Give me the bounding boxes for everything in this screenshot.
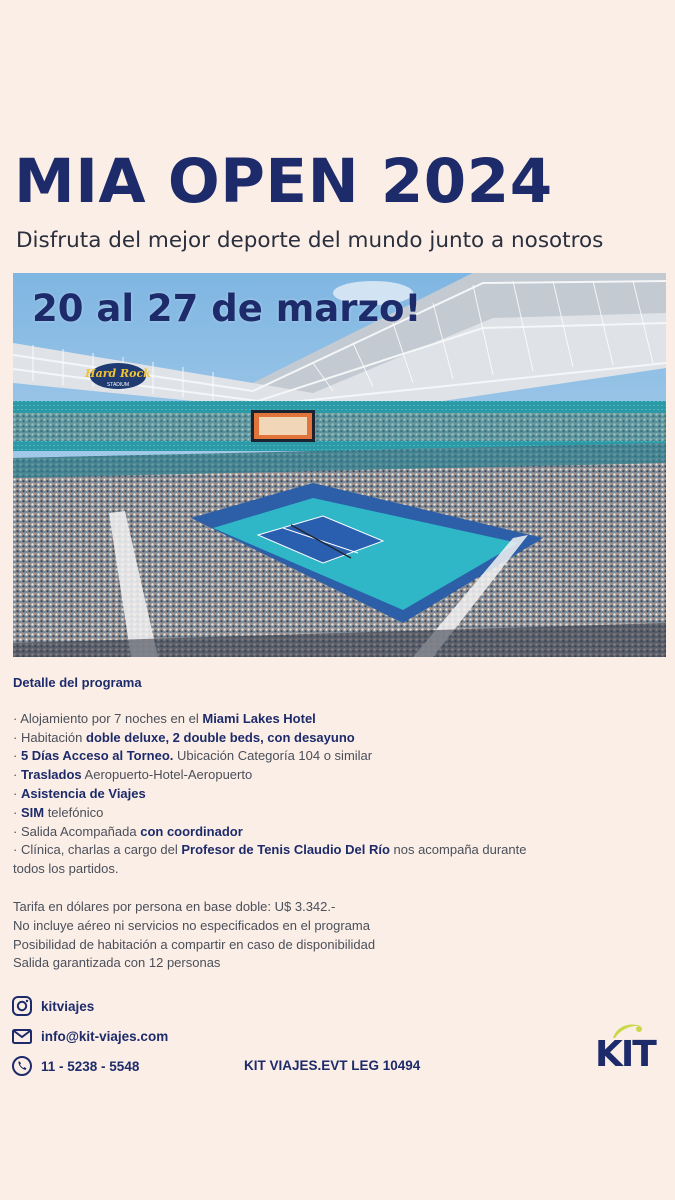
- program-item: [13, 766, 663, 785]
- program-heading: Detalle del programa: [13, 675, 142, 690]
- phone-contact[interactable]: [11, 1055, 139, 1077]
- instagram-contact[interactable]: [11, 995, 94, 1017]
- stadium-photo: [13, 273, 666, 657]
- program-item-highlight: 5 Días Acceso al Torneo.: [20, 748, 174, 764]
- program-item-highlight: con coordinador: [140, 823, 243, 839]
- bullet-icon: ·: [13, 748, 21, 764]
- program-item: [13, 747, 663, 766]
- note-price: Tarifa en dólares por persona en base doble: U$ 3.342.-: [13, 898, 336, 914]
- agency-license: KIT VIAJES.EVT LEG 10494: [244, 1058, 421, 1073]
- program-item-highlight: doble deluxe, 2 double beds, con desayuno: [86, 729, 355, 745]
- program-item: [13, 804, 663, 823]
- program-item-highlight: Asistencia de Viajes: [20, 785, 146, 801]
- program-item-text: Ubicación Categoría 104 o similar: [173, 748, 373, 764]
- email-address[interactable]: info@kit-viajes.com: [41, 1028, 169, 1044]
- stadium-illustration: [13, 273, 666, 657]
- bullet-icon: ·: [13, 804, 21, 820]
- page-title: MIA OPEN 2024: [14, 146, 553, 217]
- program-item: [13, 823, 663, 842]
- phone-icon: [11, 1055, 33, 1077]
- program-item-text: Aeropuerto-Hotel-Aeropuerto: [81, 767, 253, 783]
- bullet-icon: ·: [13, 710, 21, 726]
- program-item-highlight: SIM: [20, 804, 45, 820]
- program-item-text: Habitación: [20, 729, 86, 745]
- note-exclusions: No incluye aéreo ni servicios no especificados en el programa: [13, 917, 370, 933]
- bullet-icon: ·: [13, 842, 21, 858]
- program-item: [13, 841, 663, 860]
- instagram-icon: [11, 995, 33, 1017]
- program-details: [13, 674, 663, 973]
- program-item: [13, 729, 663, 748]
- bullet-icon: ·: [13, 767, 21, 783]
- program-item-text: Alojamiento por 7 noches en el: [20, 710, 203, 726]
- mail-icon: [11, 1025, 33, 1047]
- program-item-highlight: Profesor de Tenis Claudio Del Río: [181, 842, 390, 858]
- program-item: [13, 710, 663, 729]
- stadium-sign-subtext: STADIUM: [106, 382, 130, 388]
- program-item-text: nos acompaña durante: [389, 842, 527, 858]
- program-item-highlight: Traslados: [20, 767, 82, 783]
- page-subtitle: Disfruta del mejor deporte del mundo junto a nosotros: [16, 228, 604, 253]
- program-item-text: Salida Acompañada: [20, 823, 141, 839]
- note-guaranteed-departure: Salida garantizada con 12 personas: [13, 955, 221, 971]
- bullet-icon: ·: [13, 823, 21, 839]
- bullet-icon: ·: [13, 729, 21, 745]
- stadium-sign-text: Hard Rock: [85, 367, 151, 380]
- spacer: [13, 879, 663, 898]
- phone-number[interactable]: 11 - 5238 - 5548: [41, 1058, 140, 1074]
- program-item-text: Clínica, charlas a cargo del: [20, 842, 182, 858]
- program-item-text: telefónico: [44, 804, 104, 820]
- note-shared-room: Posibilidad de habitación a compartir en caso de disponibilidad: [13, 936, 376, 952]
- bullet-icon: ·: [13, 785, 21, 801]
- program-item: [13, 785, 663, 804]
- program-items-list: [13, 710, 663, 860]
- program-item-highlight: Miami Lakes Hotel: [202, 710, 316, 726]
- instagram-handle[interactable]: kitviajes: [41, 998, 95, 1014]
- program-item-continuation: todos los partidos.: [13, 861, 119, 877]
- event-dates: 20 al 27 de marzo!: [32, 287, 422, 330]
- logo-text: KIT: [595, 1034, 655, 1075]
- email-contact[interactable]: [11, 1025, 168, 1047]
- kit-logo: [595, 1020, 667, 1076]
